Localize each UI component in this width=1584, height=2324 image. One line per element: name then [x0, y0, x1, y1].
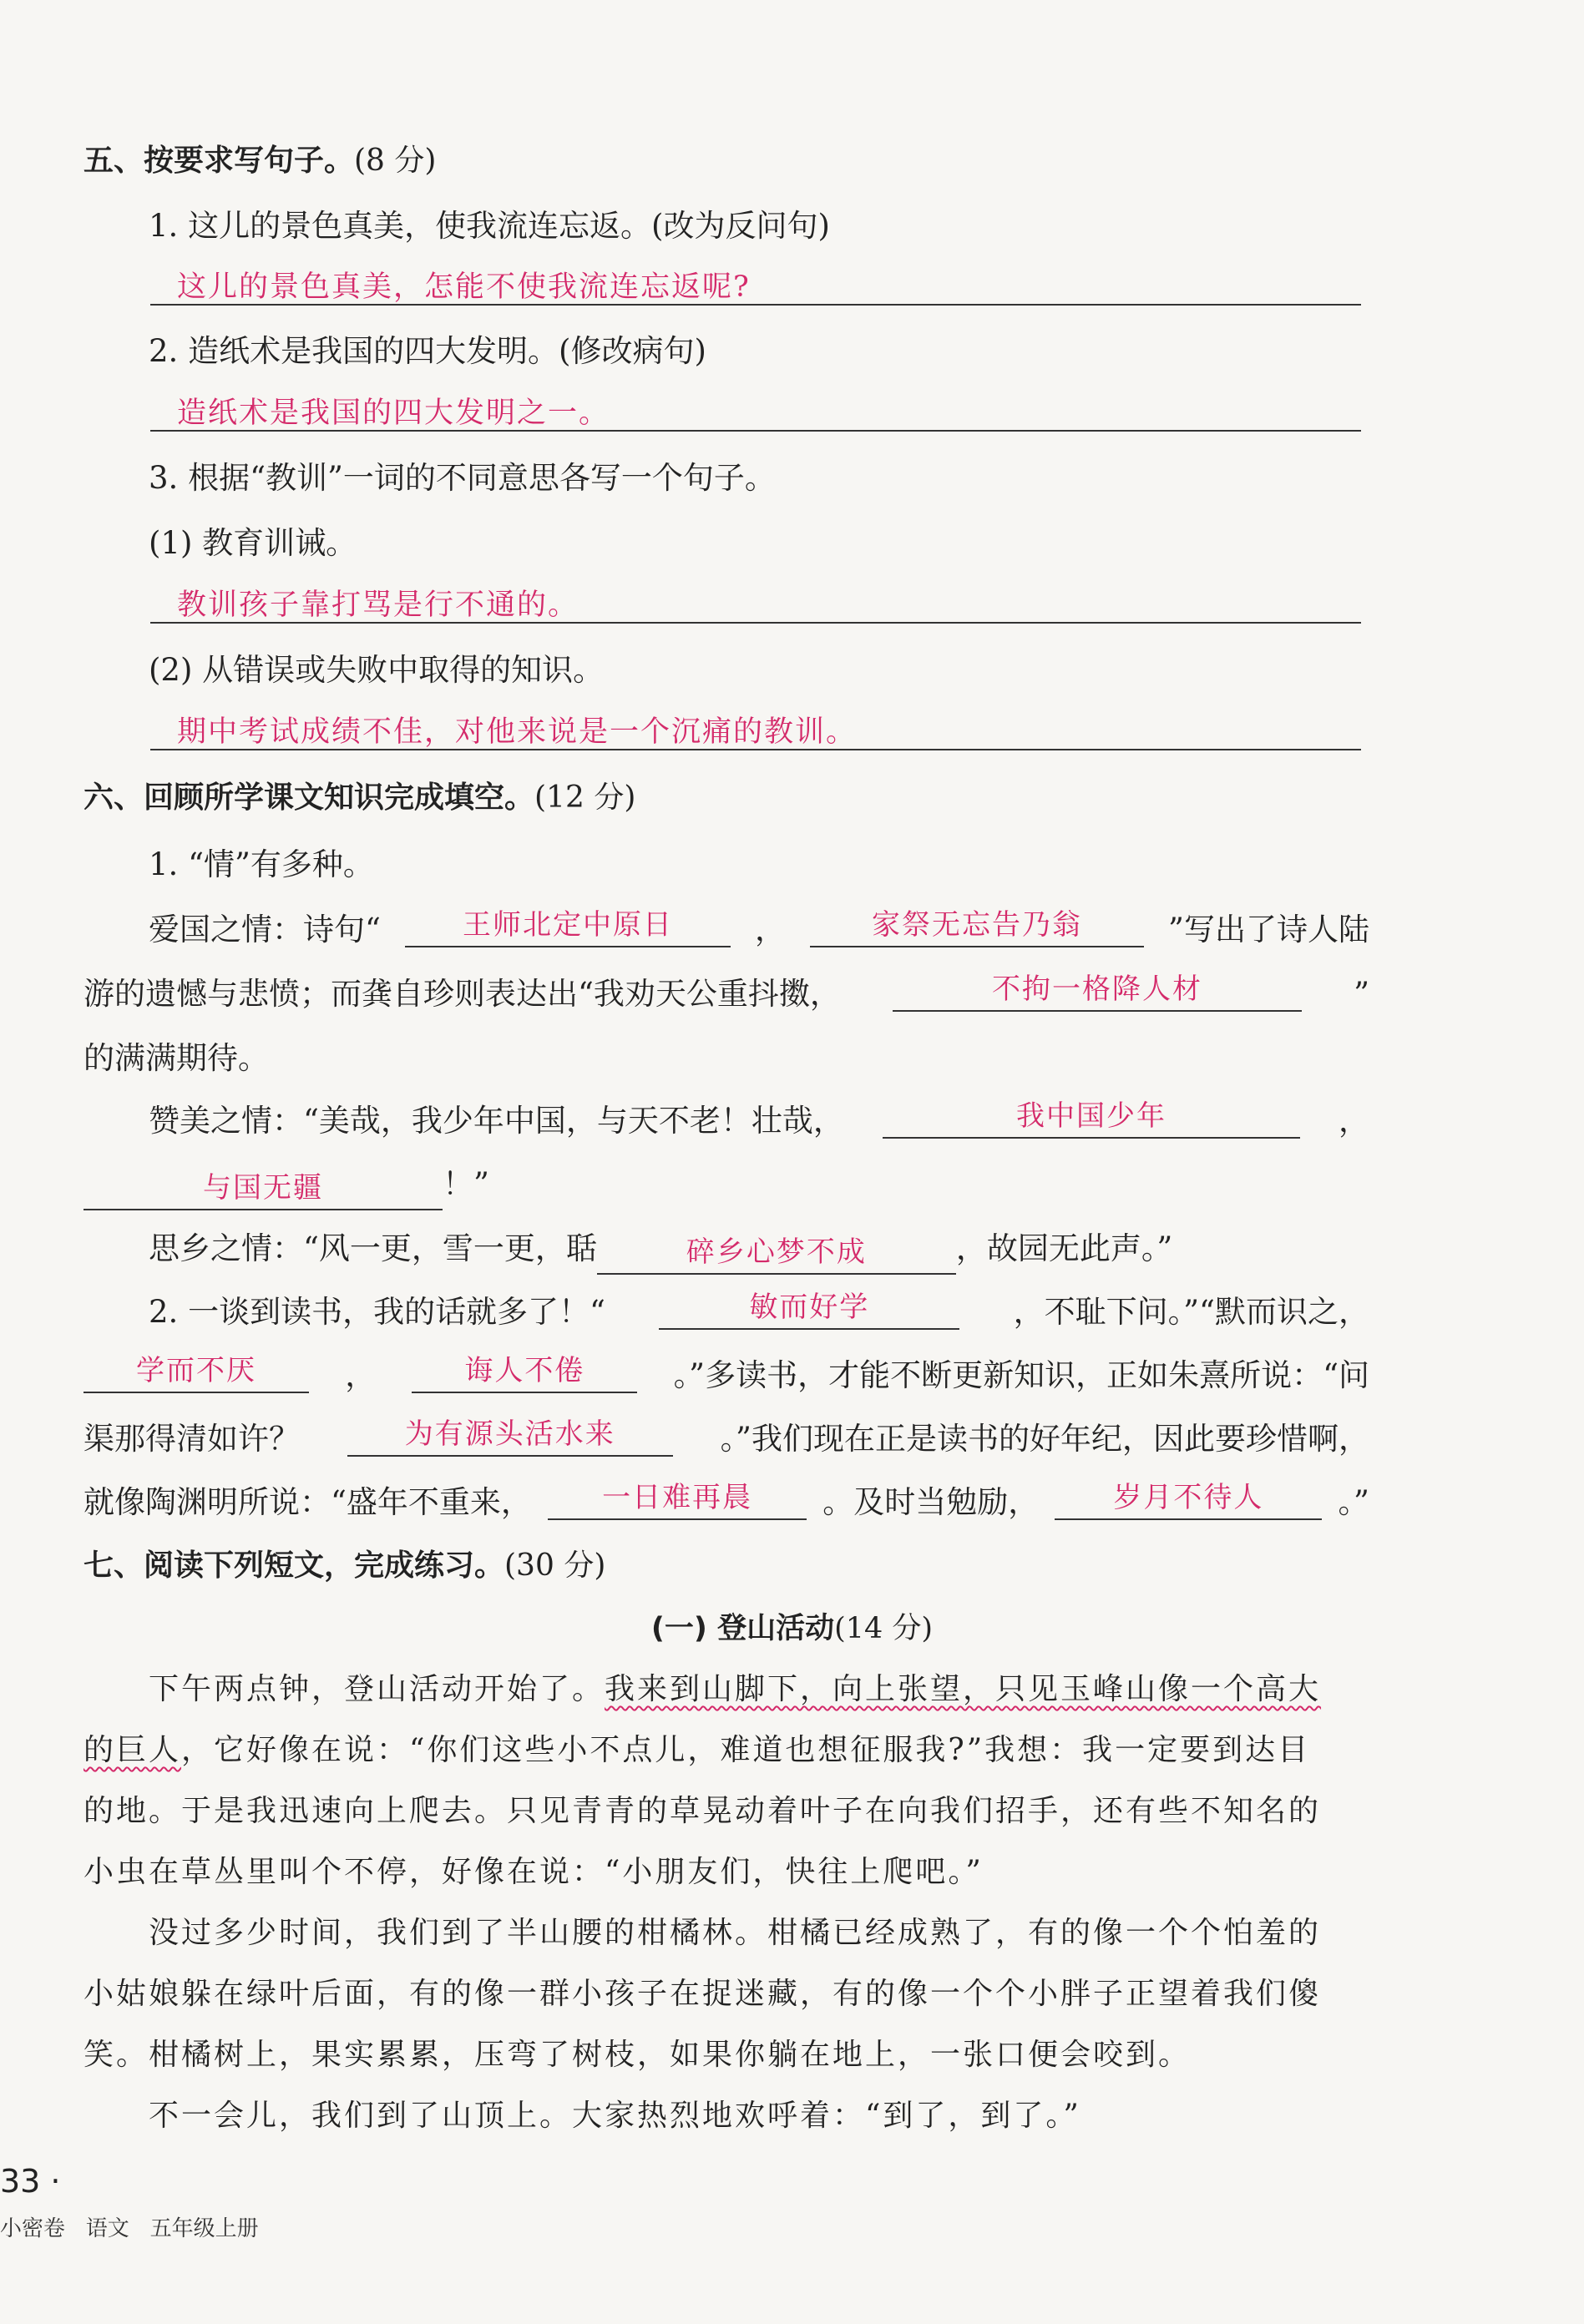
text: 游的遗憾与悲愤；而龚自珍则表达出“我劝天公重抖擞， [84, 976, 841, 1012]
passage-line: 小虫在草丛里叫个不停，好像在说：“小朋友们，快往上爬吧。” [84, 1855, 984, 1889]
text: ！” [443, 1166, 489, 1202]
question-5-3: 3. 根据“教训”一词的不同意思各写一个句子。 [149, 460, 776, 496]
fill-blank-1: 王师北定中原日 [405, 904, 731, 947]
passage-line: 没过多少时间，我们到了半山腰的柑橘林。柑橘已经成熟了，有的像一个个怕羞的 [149, 1916, 1322, 1950]
text: 思乡之情：“风一更，雪一更，聒 [149, 1230, 597, 1266]
text: ，故园无此声。” [955, 1230, 1173, 1266]
text: 2. 一谈到读书，我的话就多了！“ [149, 1294, 605, 1330]
text: 赞美之情：“美哉，我少年中国，与天不老！壮哉， [149, 1103, 844, 1139]
fill-blank-10: 为有源头活水来 [347, 1413, 673, 1457]
reading-line-4 [84, 1477, 1369, 1528]
text: 就像陶渊明所说：“盛年不重来， [84, 1484, 532, 1520]
section-6-heading [84, 772, 1369, 824]
praise-line [149, 1095, 1369, 1147]
question-5-3-1: (1) 教育训诫。 [149, 525, 357, 561]
section-5-title: 五、按要求写句子。 [84, 144, 355, 178]
patriotic-line-3: 的满满期待。 [84, 1040, 269, 1076]
text: 。” [1338, 1484, 1369, 1520]
passage-title-text: (一) 登山活动 [650, 1612, 835, 1645]
text: ， [345, 1357, 377, 1393]
section-7-score: (30 分) [504, 1548, 606, 1583]
praise-line-2 [84, 1159, 1369, 1210]
text: ，不耻下问。”“默而识之， [1013, 1294, 1369, 1330]
reading-line-2 [84, 1350, 1369, 1402]
fill-blank-8: 学而不厌 [84, 1350, 309, 1393]
fill-blank-4: 我中国少年 [883, 1095, 1300, 1139]
book-info: 小密卷 语文 五年级上册 [0, 2216, 259, 2241]
reading-line-1 [149, 1286, 1369, 1338]
passage-line: 的地。于是我迅速向上爬去。只见青青的草晃动着叶子在向我们招手，还有些不知名的 [84, 1794, 1322, 1828]
fill-blank-11: 一日难再晨 [548, 1477, 807, 1520]
wavy-underlined-text: 的巨人 [84, 1733, 182, 1767]
fill-blank-12: 岁月不待人 [1055, 1477, 1322, 1520]
patriotic-line-2 [84, 968, 1369, 1020]
question-5-1: 1. 这儿的景色真美，使我流连忘返。(改为反问句) [149, 208, 830, 244]
section-7-title: 七、阅读下列短文，完成练习。 [84, 1548, 505, 1583]
homesick-line [149, 1223, 1369, 1275]
patriotic-line [149, 904, 1369, 956]
section-6-title: 六、回顾所学课文知识完成填空。 [84, 781, 535, 815]
passage-line [84, 1725, 1369, 1776]
fill-blank-5: 与国无疆 [84, 1167, 443, 1210]
answer-5-3-2: 期中考试成绩不佳，对他来说是一个沉痛的教训。 [150, 714, 1361, 750]
section-5-score: (8 分) [354, 144, 437, 178]
passage-score: (14 分) [834, 1612, 934, 1645]
fill-blank-7: 敏而好学 [659, 1286, 959, 1330]
section-5-heading [84, 135, 1369, 187]
question-5-3-2: (2) 从错误或失败中取得的知识。 [149, 652, 605, 688]
page-number: 33 · [0, 2163, 61, 2200]
question-6-1: 1. “情”有多种。 [149, 846, 374, 882]
text: 。”我们现在正是读书的好年纪，因此要珍惜啊， [720, 1421, 1369, 1457]
wavy-underlined-text: 我来到山脚下，向上张望，只见玉峰山像一个高大 [605, 1672, 1322, 1706]
fill-blank-3: 不拘一格降人材 [893, 968, 1302, 1012]
passage-line: 小姑娘躲在绿叶后面，有的像一群小孩子在捉迷藏，有的像一个个小胖子正望着我们傻 [84, 1977, 1322, 2011]
text: 。”多读书，才能不断更新知识，正如朱熹所说：“问 [673, 1357, 1369, 1393]
text: ” [1354, 976, 1369, 1012]
text: ， [1338, 1103, 1369, 1139]
section-7-heading [84, 1540, 1369, 1592]
text: 。及时当勉励， [822, 1484, 1040, 1520]
text: ，它好像在说：“你们这些小不点儿，难道也想征服我?”我想：我一定要到达目 [181, 1733, 1311, 1767]
text: 渠那得清如许？ [84, 1421, 300, 1457]
fill-blank-6: 碎乡心梦不成 [597, 1231, 956, 1275]
text: 下午两点钟，登山活动开始了。 [149, 1672, 605, 1706]
fill-blank-2: 家祭无忘告乃翁 [810, 904, 1144, 947]
passage-line [149, 1664, 1369, 1715]
text: ， [754, 912, 786, 947]
text: 爱国之情：诗句“ [149, 912, 381, 947]
text: ”写出了诗人陆 [1168, 912, 1369, 947]
passage-line: 不一会儿，我们到了山顶上。大家热烈地欢呼着：“到了，到了。” [149, 2099, 1081, 2133]
reading-line-3 [84, 1413, 1369, 1465]
fill-blank-9: 诲人不倦 [412, 1350, 637, 1393]
section-6-score: (12 分) [534, 781, 636, 815]
passage-title [0, 1604, 1584, 1654]
answer-5-3-1: 教训孩子靠打骂是行不通的。 [150, 587, 1361, 624]
passage-line: 笑。柑橘树上，果实累累，压弯了树枝，如果你躺在地上，一张口便会咬到。 [84, 2038, 1192, 2072]
answer-5-2: 造纸术是我国的四大发明之一。 [150, 395, 1361, 432]
answer-5-1: 这儿的景色真美，怎能不使我流连忘返呢? [150, 269, 1361, 306]
question-5-2: 2. 造纸术是我国的四大发明。(修改病句) [149, 333, 706, 369]
